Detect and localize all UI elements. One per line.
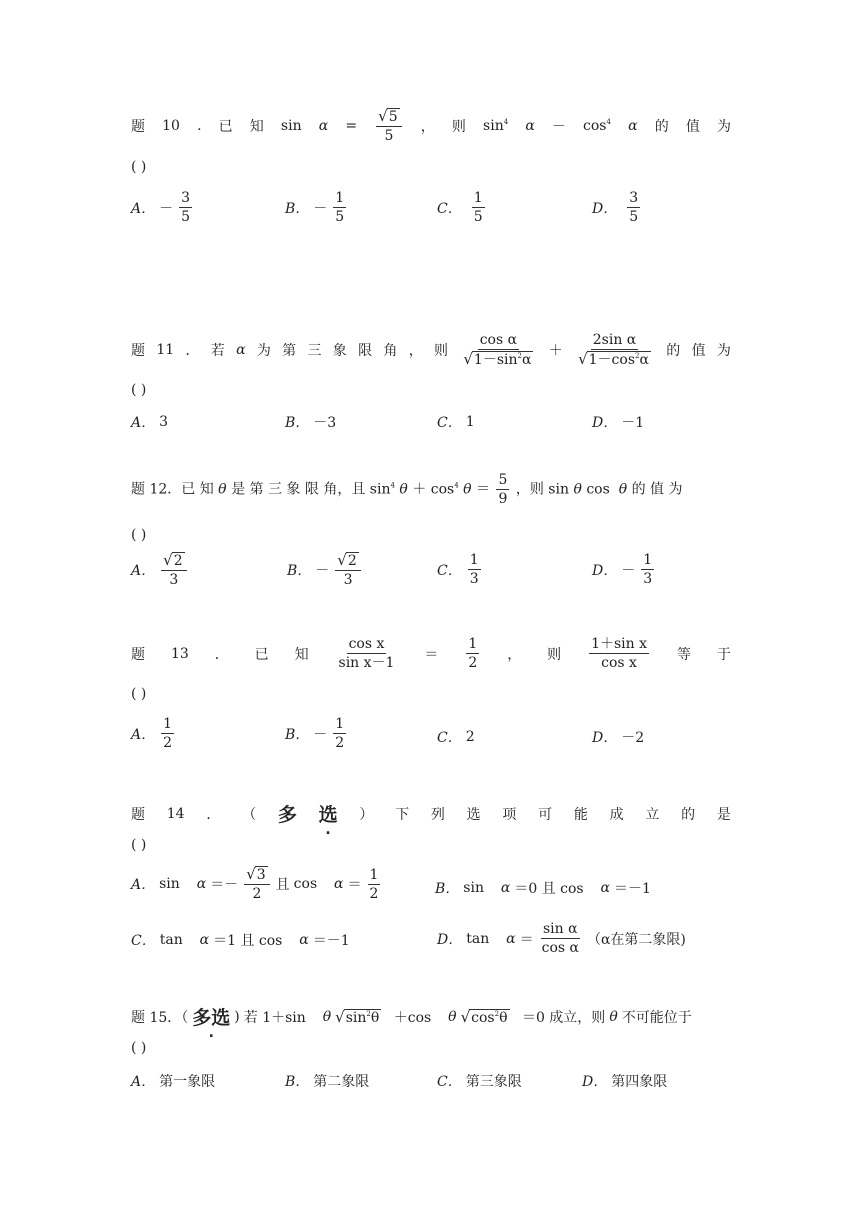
option-text: tan	[466, 930, 490, 947]
option-label: B．	[287, 563, 312, 580]
q12-theta: θ	[618, 481, 628, 498]
q14-paren-left: （	[242, 806, 257, 823]
option-note: （α在第二象限)	[586, 931, 686, 948]
q14-option-d[interactable]	[437, 921, 686, 956]
q15-theta: θ	[609, 1008, 618, 1025]
q13-fraction-2	[589, 636, 649, 671]
q12-fraction	[496, 472, 509, 507]
frac-den: cos α	[541, 940, 579, 957]
option-label: D．	[592, 562, 618, 579]
q10-alpha: α	[628, 118, 638, 135]
frac-den: 2	[252, 886, 262, 903]
q10-char: 值	[685, 119, 700, 136]
option-value: 第一象限	[159, 1074, 216, 1090]
q10-eq: =	[345, 118, 358, 135]
option-fraction	[468, 552, 481, 587]
frac-den: 3	[643, 571, 653, 588]
q14-prefix: 题	[131, 806, 145, 823]
option-text: ＝－1	[312, 933, 350, 949]
q12-theta: θ	[463, 481, 472, 498]
q12-cos: cos	[430, 481, 455, 498]
q11-char: 值	[691, 343, 706, 360]
q10-prefix: 题	[131, 119, 145, 136]
q11-option-a[interactable]	[131, 412, 168, 432]
q13-prefix: 题	[131, 646, 145, 663]
q11-char: 的	[666, 343, 681, 360]
q14-char: 能	[573, 806, 588, 823]
option-label: A．	[131, 877, 156, 894]
option-label: C．	[437, 200, 462, 217]
q10-option-d[interactable]	[592, 190, 642, 225]
q10-number: 10	[162, 118, 180, 135]
q11-alpha: α	[236, 342, 246, 359]
q15-theta: θ	[499, 1009, 508, 1026]
q13-option-d[interactable]	[592, 727, 644, 747]
q12-pow: 4	[454, 481, 459, 490]
q11-char: 象	[332, 343, 347, 360]
q11-frac1-den-text: 1－sin	[473, 352, 518, 369]
q13-option-b[interactable]	[285, 716, 348, 751]
option-text: ＝0 且 cos	[514, 881, 584, 897]
option-alpha: α	[334, 876, 344, 893]
q13-char: 于	[716, 646, 731, 663]
q11-number: 11	[156, 342, 175, 359]
option-fraction: $\frac{√3}{2}$	[244, 866, 269, 902]
option-alpha: α	[600, 880, 610, 896]
option-fraction	[540, 921, 581, 956]
q10-comma: ，	[420, 119, 435, 136]
frac-num: 2	[347, 553, 357, 569]
q14-char: 成	[609, 806, 624, 823]
q12-option-d[interactable]	[592, 552, 656, 587]
option-fraction: $\frac{√2}{3}$	[161, 552, 186, 588]
frac-den: 5	[473, 209, 483, 226]
option-label: B．	[285, 200, 310, 217]
q15-stem	[131, 1003, 692, 1030]
option-alpha: α	[196, 876, 207, 893]
q13-dot: ．	[214, 646, 229, 663]
q14-char: 选	[466, 806, 481, 823]
option-label: A．	[131, 563, 156, 580]
option-value: 1	[465, 414, 475, 430]
q13-comma: ，	[507, 646, 522, 663]
option-label: B．	[285, 415, 310, 431]
q10-sin4-text: sin	[483, 118, 504, 135]
q10-option-c[interactable]	[437, 190, 487, 225]
q12-option-b[interactable]	[287, 552, 363, 588]
option-sign: －	[159, 200, 174, 217]
q12-answer-paren: ( )	[131, 527, 147, 543]
q12-stem	[131, 472, 683, 507]
q11-frac2-den-text: 1－cos	[588, 352, 636, 369]
option-label: D．	[592, 415, 618, 431]
option-eq: ＝	[519, 931, 534, 948]
q12-sin: sin	[548, 481, 569, 498]
q13-frac2-den: cos x	[601, 655, 637, 672]
q11-option-d[interactable]	[592, 412, 644, 432]
option-label: A．	[131, 1074, 156, 1090]
frac-num: 1	[641, 552, 654, 570]
option-text: sin	[463, 880, 484, 896]
q15-sqrt-2: $√\cos^2\theta$	[460, 1007, 508, 1026]
q12-theta: θ	[399, 481, 408, 498]
option-fraction	[179, 190, 192, 225]
q15-theta: θ	[448, 1008, 457, 1025]
q10-answer-paren: ( )	[131, 159, 147, 175]
q15-answer-paren: ( )	[131, 1040, 147, 1056]
q13-char: 已	[254, 646, 269, 663]
q13-char: 则	[547, 646, 562, 663]
q10-dot: .	[197, 118, 202, 135]
frac-num: 3	[256, 867, 266, 883]
q14-option-c[interactable]	[131, 930, 350, 950]
option-text: ＝－1	[614, 881, 651, 897]
q13-half-den: 2	[468, 655, 478, 672]
option-label: B．	[285, 726, 310, 743]
q12-prefix: 题 12．已 知	[131, 481, 214, 498]
q11-pow: 2	[635, 352, 640, 361]
option-sign: －	[313, 726, 328, 743]
q14-char: 的	[681, 806, 696, 823]
q13-frac2-num: 1＋sin x	[589, 636, 649, 654]
q10-sin4	[483, 118, 508, 134]
frac-den: 3	[169, 572, 179, 589]
q12-text: 的 值 为	[631, 481, 683, 498]
option-label: D．	[592, 730, 618, 746]
option-label: C．	[437, 730, 462, 746]
q15-pow: 2	[366, 1009, 371, 1018]
option-label: A．	[131, 726, 156, 743]
q14-dot: ．	[206, 806, 221, 823]
q15-paren-right: )	[234, 1008, 240, 1025]
q10-alpha: α	[318, 118, 329, 135]
q14-number: 14	[166, 805, 185, 822]
frac-num: 1	[472, 190, 485, 208]
option-alpha: α	[506, 930, 516, 947]
q10-char: 则	[451, 119, 466, 136]
option-alpha: α	[500, 880, 511, 896]
option-fraction	[641, 552, 654, 587]
q15-text: ＋cos	[393, 1009, 432, 1026]
q14-char: 可	[538, 806, 553, 823]
q10-minus: －	[551, 119, 566, 136]
option-eq: ＝－	[210, 877, 239, 894]
q15-sqrt-1: $√\sin^2\theta$	[335, 1007, 380, 1026]
option-value: －2	[621, 730, 645, 746]
q14-char: 下	[395, 806, 410, 823]
q11-frac1-den	[472, 351, 534, 368]
option-sign: －	[315, 563, 330, 580]
q14-multi-select-tag: 多	[277, 804, 297, 826]
frac-den: 2	[335, 735, 345, 752]
frac-den: 5	[629, 209, 639, 226]
q10-frac-num: 5	[388, 109, 398, 125]
q11-char: 为	[716, 343, 731, 360]
q11-option-b[interactable]	[285, 412, 336, 432]
q14-char: 是	[716, 806, 731, 823]
q11-option-c[interactable]	[437, 412, 475, 432]
option-sign: －	[313, 200, 328, 217]
option-label: D．	[582, 1074, 608, 1090]
frac-num: 1	[368, 867, 381, 885]
option-sign: －	[621, 562, 636, 579]
frac-den: 2	[163, 735, 173, 752]
option-value: 3	[159, 414, 169, 430]
q10-char: 知	[249, 119, 264, 136]
q11-frac1-num: cos α	[478, 332, 519, 350]
q14-paren-right: ）	[359, 806, 374, 823]
option-text: ＝1 且 cos	[213, 933, 283, 949]
option-label: B．	[285, 1074, 310, 1090]
option-label: C．	[437, 1074, 462, 1090]
q12-frac-num: 5	[496, 472, 509, 490]
q11-prefix: 题	[131, 343, 145, 360]
q11-char: 限	[358, 343, 373, 360]
frac-den: 3	[469, 571, 479, 588]
q10-cos4	[583, 118, 611, 134]
q14-char: 项	[502, 806, 517, 823]
q15-option-c[interactable]	[437, 1071, 522, 1091]
option-cos: cos	[293, 876, 318, 893]
q11-alpha: α	[639, 352, 649, 369]
q13-char: 等	[676, 646, 691, 663]
q11-frac2-num: 2sin α	[591, 332, 639, 350]
option-alpha: α	[199, 932, 210, 948]
q11-char: 则	[434, 343, 449, 360]
q15-sqrt2-text: cos	[471, 1009, 495, 1026]
option-fraction	[368, 867, 381, 902]
q10-pow: 4	[503, 118, 509, 127]
option-alpha: α	[299, 932, 309, 948]
q15-text: 若 1＋sin	[243, 1009, 306, 1026]
q11-pow: 2	[517, 352, 522, 361]
q11-fraction-2: $\frac{\text{2sin α}}{√1-\cos^2\alpha}$	[578, 332, 649, 369]
q10-stem	[131, 108, 731, 144]
q15-theta: θ	[370, 1009, 380, 1026]
q14-stem	[131, 800, 731, 827]
q13-stem	[131, 636, 731, 671]
option-sin: sin	[159, 876, 180, 893]
option-label: A．	[131, 415, 156, 431]
q15-pow: 2	[494, 1009, 500, 1018]
q14-char: 立	[645, 806, 660, 823]
q12-frac-den: 9	[498, 491, 508, 508]
option-label: D．	[592, 200, 618, 217]
q11-char: ，	[408, 343, 423, 360]
q12-plus: ＋	[412, 481, 427, 498]
q12-theta: θ	[573, 481, 582, 498]
option-fraction	[627, 190, 640, 225]
q10-fraction: $\frac{√5}{5}$	[376, 108, 401, 144]
option-and: 且	[275, 877, 290, 894]
q12-theta: θ	[218, 481, 227, 498]
q15-option-d[interactable]	[582, 1071, 667, 1091]
q10-cos4-text: cos	[583, 118, 607, 135]
frac-num: 3	[627, 190, 640, 208]
q15-multi-select-tag: 多选 .	[192, 1003, 230, 1030]
option-text: tan	[159, 932, 183, 948]
frac-den: 5	[181, 209, 191, 226]
frac-num: 2	[173, 553, 183, 569]
q13-fraction-1	[337, 636, 397, 671]
option-value: 第二象限	[313, 1074, 370, 1090]
q14-multi-select-tag: 选 .	[319, 800, 338, 827]
q15-theta: θ	[322, 1008, 332, 1025]
option-fraction	[333, 190, 346, 225]
q10-char: 已	[218, 119, 233, 136]
q11-frac2-den	[587, 351, 651, 368]
q12-cos: cos	[586, 481, 610, 498]
option-value: 第三象限	[465, 1074, 522, 1090]
q11-char: 三	[307, 343, 322, 360]
frac-den: 5	[335, 209, 345, 226]
q15-sqrt1-text: sin	[345, 1009, 367, 1026]
q13-frac1-num: cos x	[347, 636, 387, 654]
q10-option-a[interactable]	[131, 190, 194, 225]
option-eq: ＝	[347, 877, 362, 894]
q10-frac-den: 5	[384, 128, 394, 145]
option-value: －3	[313, 415, 337, 431]
q12-eq: ＝	[476, 481, 491, 498]
option-value: 2	[465, 729, 475, 745]
q12-pow: 4	[390, 481, 395, 490]
option-fraction	[472, 190, 485, 225]
frac-num: 1	[468, 552, 481, 570]
frac-num: 3	[179, 190, 192, 208]
q11-answer-paren: ( )	[131, 382, 147, 398]
q13-char: 知	[294, 646, 309, 663]
frac-den: 3	[343, 572, 353, 589]
q10-char: 的	[654, 119, 669, 136]
q13-number: 13	[170, 645, 189, 662]
q12-text: 是 第 三 象 限 角，且	[231, 481, 366, 498]
q11-fraction-1: $\frac{\text{cos α}}{√1-\sin^2\alpha}$	[463, 332, 532, 369]
option-fraction	[333, 716, 346, 751]
option-label: B．	[435, 881, 460, 897]
frac-num: 1	[333, 716, 346, 734]
option-value: 第四象限	[611, 1074, 668, 1090]
frac-den: 2	[369, 885, 379, 902]
q12-option-c[interactable]	[437, 552, 483, 587]
q11-char: 若	[210, 343, 225, 360]
option-label: C．	[437, 415, 462, 431]
q14-option-b[interactable]	[435, 878, 651, 898]
q12-text: ，则	[515, 481, 544, 498]
q13-half-num: 1	[466, 636, 479, 654]
q11-alpha: α	[521, 352, 532, 369]
q10-char: 为	[716, 119, 731, 136]
q13-frac1-den: sin x－1	[338, 655, 395, 672]
option-label: C．	[437, 562, 462, 579]
option-label: D．	[437, 931, 463, 948]
q15-text: ＝0 成立，则	[521, 1009, 606, 1026]
q13-fraction-half	[466, 636, 479, 671]
q12-option-a[interactable]	[131, 552, 189, 588]
q13-answer-paren: ( )	[131, 686, 147, 702]
q15-prefix: 题 15．（	[131, 1009, 189, 1026]
q10-sin: sin	[280, 118, 302, 135]
q10-pow: 4	[606, 118, 611, 127]
q11-stem	[131, 332, 731, 368]
option-label: C．	[131, 933, 156, 949]
frac-num: 1	[161, 716, 174, 734]
q15-option-b[interactable]	[285, 1071, 369, 1091]
q11-plus: ＋	[548, 343, 563, 360]
frac-num: sin α	[541, 921, 580, 939]
q15-option-a[interactable]	[131, 1071, 215, 1091]
q10-alpha: α	[525, 118, 535, 135]
q12-sin: sin	[369, 481, 391, 498]
option-fraction	[161, 716, 174, 751]
q13-eq: ＝	[424, 646, 439, 663]
option-value: －1	[621, 415, 645, 431]
q14-option-a[interactable]	[131, 866, 382, 902]
q10-option-b[interactable]	[285, 190, 348, 225]
q13-option-c[interactable]	[437, 727, 475, 747]
q14-answer-paren: ( )	[131, 837, 147, 853]
option-label: A．	[131, 200, 156, 217]
option-fraction: $\frac{√2}{3}$	[335, 552, 360, 588]
q13-option-a[interactable]	[131, 716, 176, 751]
q14-char: 列	[430, 806, 445, 823]
q11-char: 角	[383, 343, 398, 360]
frac-num: 1	[333, 190, 346, 208]
q15-text: 不可能位于	[621, 1009, 692, 1026]
q11-char: 为	[256, 343, 271, 360]
q11-char: 第	[282, 343, 297, 360]
q11-dot: ．	[185, 343, 200, 360]
